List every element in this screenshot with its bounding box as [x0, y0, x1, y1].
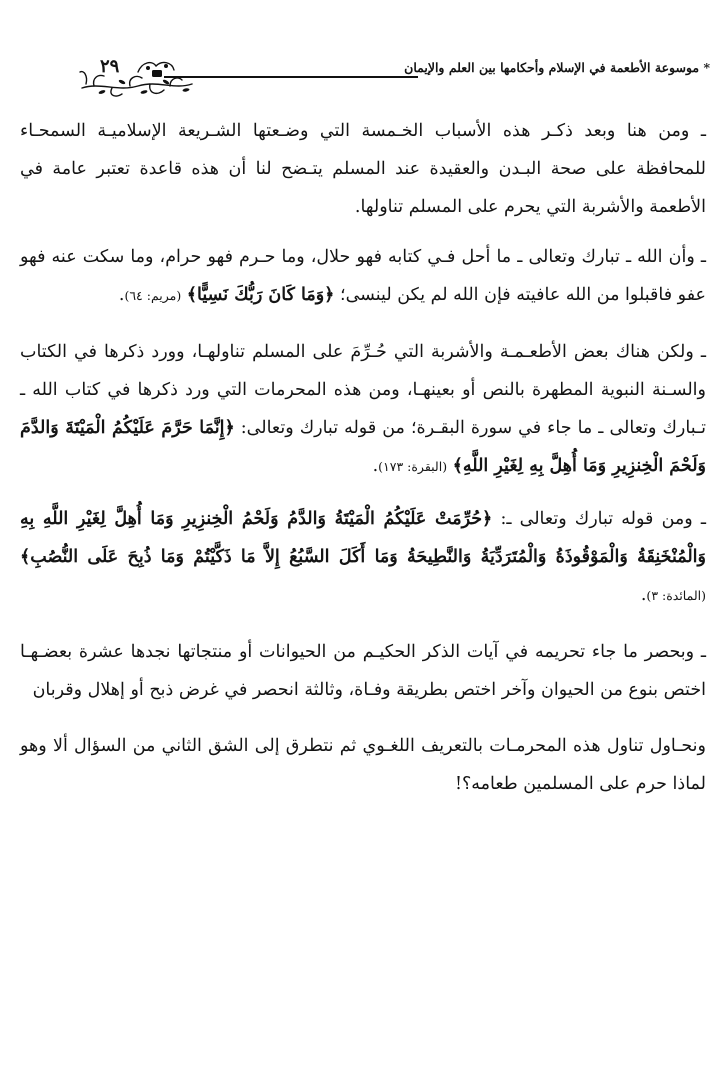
quran-verse: ﴿حُرِّمَتْ عَلَيْكُمُ الْمَيْتَةُ وَالدَّمُ وَلَحْمُ الْخِنزِيرِ وَمَا أُهِلَّ لِغَيْرِ اللَّهِ بِهِ وَالْمُنْخَنِقَةُ وَالْمَوْقُوذَةُ وَالْمُتَرَدِّيَةُ وَالنَّطِيحَةُ وَمَا أَكَلَ السَّبُعُ إِلاَّ مَا ذَكَّيْتُمْ وَمَا ذُبِحَ عَلَى النُّصُبِ﴾	[20, 509, 706, 567]
paragraph	[20, 112, 706, 226]
quran-verse: ﴿وَمَا كَانَ رَبُّكَ نَسِيًّا﴾	[186, 285, 335, 305]
paragraph-text: ـ وأن الله ـ تبارك وتعالى ـ ما أحل فـي كتابه فهو حلال، وما حـرم فهو حرام، وما سكت عنه فهو عفو فاقبلوا من الله عافيته فإن الله لم يكن لينسى؛	[20, 247, 706, 305]
paragraph	[20, 633, 706, 709]
paragraph	[20, 238, 706, 315]
paragraph-text: ـ ومن قوله تبارك وتعالى ـ:	[500, 509, 706, 529]
paragraph-text: ـ وبحصر ما جاء تحريمه في آيات الذكر الحكيـم من الحيوانات أو منتجاتها نجدها عشرة بعضـهـا اختص بنوع من الحيوان وآخر اختص بطريقة وفـاة، وثالثة انحصر في غرض ذبح أو إهلال وقربان	[20, 642, 706, 700]
page-number: ٢٩	[100, 56, 120, 77]
verse-reference: (مريم: ٦٤)	[124, 288, 182, 303]
paragraph-text: ـ ومن هنا وبعد ذكـر هذه الأسباب الخـمسة التي وضـعتها الشـريعة الإسلاميـة السمحـاء للمحافظة على صحة البـدن والعقيدة عند المسلم يتـضح لنا أن هذه قاعدة تعتبر عامة في الأطعمة والأشربة التي يحرم على المسلم تناولها.	[20, 121, 706, 217]
header-title: * موسوعة الأطعمة في الإسلام وأحكامها بين العلم والإيمان	[404, 60, 710, 75]
quran-verse: ﴿إِنَّمَا حَرَّمَ عَلَيْكُمُ الْمَيْتَةَ وَالدَّمَ وَلَحْمَ الْخِنزِيرِ وَمَا أُهِلَّ بِهِ لِغَيْرِ اللَّهِ﴾	[20, 418, 706, 476]
verse-reference: (المائدة: ٣)	[646, 588, 706, 603]
paragraph-tail: .	[118, 285, 125, 305]
verse-reference: (البقرة: ١٧٣)	[378, 459, 448, 474]
header-rule	[164, 76, 418, 78]
paragraph-tail: .	[640, 585, 647, 605]
paragraph-tail: .	[372, 456, 379, 476]
paragraph	[20, 333, 706, 486]
paragraph	[20, 727, 706, 803]
paragraph-text: ـ ولكن هناك بعض الأطعـمـة والأشربة التي حُـرِّمَ على المسلم تناولهـا، وورد ذكرها في الكتاب والسـنة النبوية المطهرة بالنص أو بعينهـا، ومن هذه المحرمات التي ورد ذكرها في كتاب الله ـ تـبارك وتعالى ـ ما جاء في سورة البقـرة؛ من قوله تبارك وتعالى:	[20, 342, 706, 438]
paragraph-text: ونحـاول تناول هذه المحرمـات بالتعريف اللغـوي ثم نتطرق إلى الشق الثاني من السؤال ألا وهو لماذا حرم على المسلمين طعامه؟!	[20, 736, 706, 794]
page-content	[20, 112, 706, 819]
floral-ornament-icon	[78, 54, 196, 100]
paragraph	[20, 500, 706, 615]
running-header	[80, 54, 710, 100]
